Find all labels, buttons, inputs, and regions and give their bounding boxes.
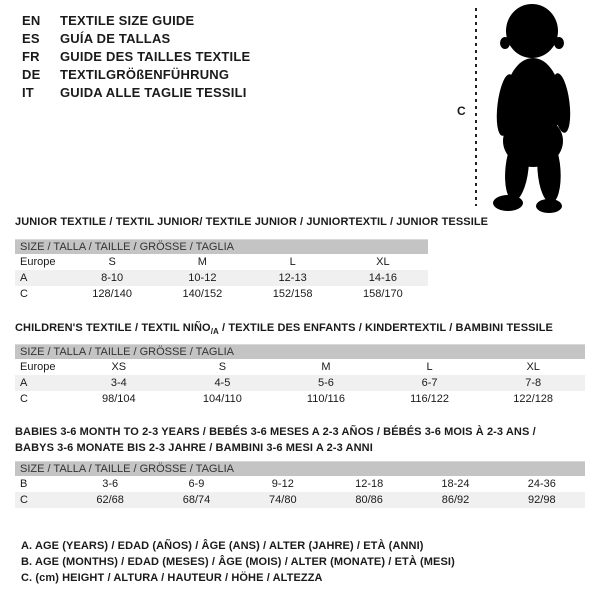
size-cell: XS: [111, 361, 127, 373]
table-header-size: SIZE / TALLA / TAILLE / GRÖSSE / TAGLIA: [15, 461, 585, 476]
height-cell: 86/92: [441, 494, 470, 506]
row-label: Europe: [20, 361, 56, 373]
age-cell: 3-6: [102, 478, 119, 490]
language-title: GUÍA DE TALLAS: [60, 31, 171, 46]
size-cell: L: [289, 256, 296, 268]
section-title-babies-line1: BABIES 3-6 MONTH TO 2-3 YEARS / BEBÉS 3-6 MESES A 2-3 AÑOS / BÉBÉS 3-6 MOIS À 2-3 ANS /: [15, 426, 536, 438]
section-title-babies-line2: BABYS 3-6 MONATE BIS 2-3 JAHRE / BAMBINI 3-6 MESI A 2-3 ANNI: [15, 442, 373, 454]
table-row: [15, 375, 585, 391]
baby-silhouette: [482, 3, 582, 213]
height-cell: 128/140: [92, 288, 132, 300]
language-row-es: [22, 30, 250, 48]
table-row: [15, 492, 585, 508]
section-title-children: [15, 320, 553, 340]
height-cell: 116/122: [410, 393, 450, 405]
age-cell: 18-24: [441, 478, 470, 490]
table-header-size: SIZE / TALLA / TAILLE / GRÖSSE / TAGLIA: [15, 344, 585, 359]
junior-size-table: [15, 239, 428, 302]
age-cell: 12-18: [355, 478, 384, 490]
section-title-children-pre: CHILDREN'S TEXTILE / TEXTIL NIÑO: [15, 322, 211, 334]
age-cell: 6-7: [421, 377, 438, 389]
age-cell: 8-10: [101, 272, 124, 284]
height-cell: 62/68: [96, 494, 124, 506]
table-row: [15, 359, 585, 375]
language-code: FR: [22, 49, 40, 64]
section-title-children-post: / TEXTILE DES ENFANTS / KINDERTEXTIL / BAMBINI TESSILE: [218, 322, 553, 334]
table-row: [15, 286, 428, 302]
legend-line-a: A. AGE (YEARS) / EDAD (AÑOS) / ÂGE (ANS) / ALTER (JAHRE) / ETÀ (ANNI): [21, 540, 424, 552]
age-cell: 10-12: [188, 272, 217, 284]
height-cell: 68/74: [182, 494, 211, 506]
table-row: [15, 476, 585, 492]
row-label: C: [20, 393, 28, 405]
table-header-size: SIZE / TALLA / TAILLE / GRÖSSE / TAGLIA: [15, 239, 428, 254]
size-cell: L: [426, 361, 433, 373]
legend-line-b: B. AGE (MONTHS) / EDAD (MESES) / ÂGE (MOIS) / ALTER (MONATE) / ETÀ (MESI): [21, 556, 455, 568]
size-cell: M: [197, 256, 207, 268]
height-cell: 80/86: [355, 494, 383, 506]
language-row-it: [22, 84, 250, 102]
age-cell: 12-13: [278, 272, 307, 284]
size-cell: XL: [526, 361, 540, 373]
table-row: [15, 254, 428, 270]
height-cell: 122/128: [513, 393, 554, 405]
age-cell: 14-16: [368, 272, 397, 284]
section-title-babies: [15, 424, 536, 456]
section-title-junior: [15, 214, 488, 230]
height-cell: 140/152: [182, 288, 223, 300]
legend-line-c: C. (cm) HEIGHT / ALTURA / HAUTEUR / HÖHE / ALTEZZA: [21, 572, 323, 584]
height-cell: 104/110: [202, 393, 242, 405]
size-cell: M: [321, 361, 331, 373]
height-measure-label: C: [457, 104, 466, 118]
age-cell: 24-36: [527, 478, 556, 490]
section-title-children-sub: /A: [210, 327, 219, 337]
height-cell: 158/170: [362, 288, 403, 300]
table-row: [15, 391, 585, 407]
row-label: Europe: [20, 256, 56, 268]
height-measure-dotted-line: [475, 8, 477, 206]
age-cell: 6-9: [188, 478, 205, 490]
babies-size-table: [15, 461, 585, 508]
size-cell: S: [218, 361, 227, 373]
children-size-table: [15, 344, 585, 407]
language-row-de: [22, 66, 250, 84]
size-cell: S: [108, 256, 116, 268]
measure-legend: [21, 538, 455, 586]
language-code: IT: [22, 85, 34, 100]
age-cell: 4-5: [214, 377, 231, 389]
height-cell: 74/80: [269, 494, 297, 506]
height-cell: 92/98: [528, 494, 556, 506]
height-cell: 152/158: [272, 288, 313, 300]
section-title-junior-text: JUNIOR TEXTILE / TEXTIL JUNIOR/ TEXTILE JUNIOR / JUNIORTEXTIL / JUNIOR TESSILE: [15, 216, 489, 228]
language-title-list: [22, 12, 250, 102]
language-code: ES: [22, 31, 40, 46]
height-cell: 98/104: [101, 393, 136, 405]
age-cell: 9-12: [271, 478, 294, 490]
table-row: [15, 270, 428, 286]
age-cell: 7-8: [525, 377, 542, 389]
language-title: GUIDA ALLE TAGLIE TESSILI: [60, 85, 247, 100]
row-label: C: [20, 288, 28, 300]
row-label: C: [20, 494, 28, 506]
language-code: DE: [22, 67, 41, 82]
language-code: EN: [22, 13, 41, 28]
height-figure: [440, 0, 600, 215]
language-title: GUIDE DES TAILLES TEXTILE: [60, 49, 251, 64]
language-row-en: [22, 12, 250, 30]
language-title: TEXTILE SIZE GUIDE: [60, 13, 195, 28]
height-cell: 110/116: [306, 393, 346, 405]
size-cell: XL: [376, 256, 390, 268]
language-row-fr: [22, 48, 250, 66]
age-cell: 5-6: [318, 377, 334, 389]
row-label: B: [20, 478, 28, 490]
row-label: A: [20, 272, 28, 284]
language-title: TEXTILGRÖßENFÜHRUNG: [60, 67, 230, 82]
age-cell: 3-4: [110, 377, 127, 389]
row-label: A: [20, 377, 28, 389]
